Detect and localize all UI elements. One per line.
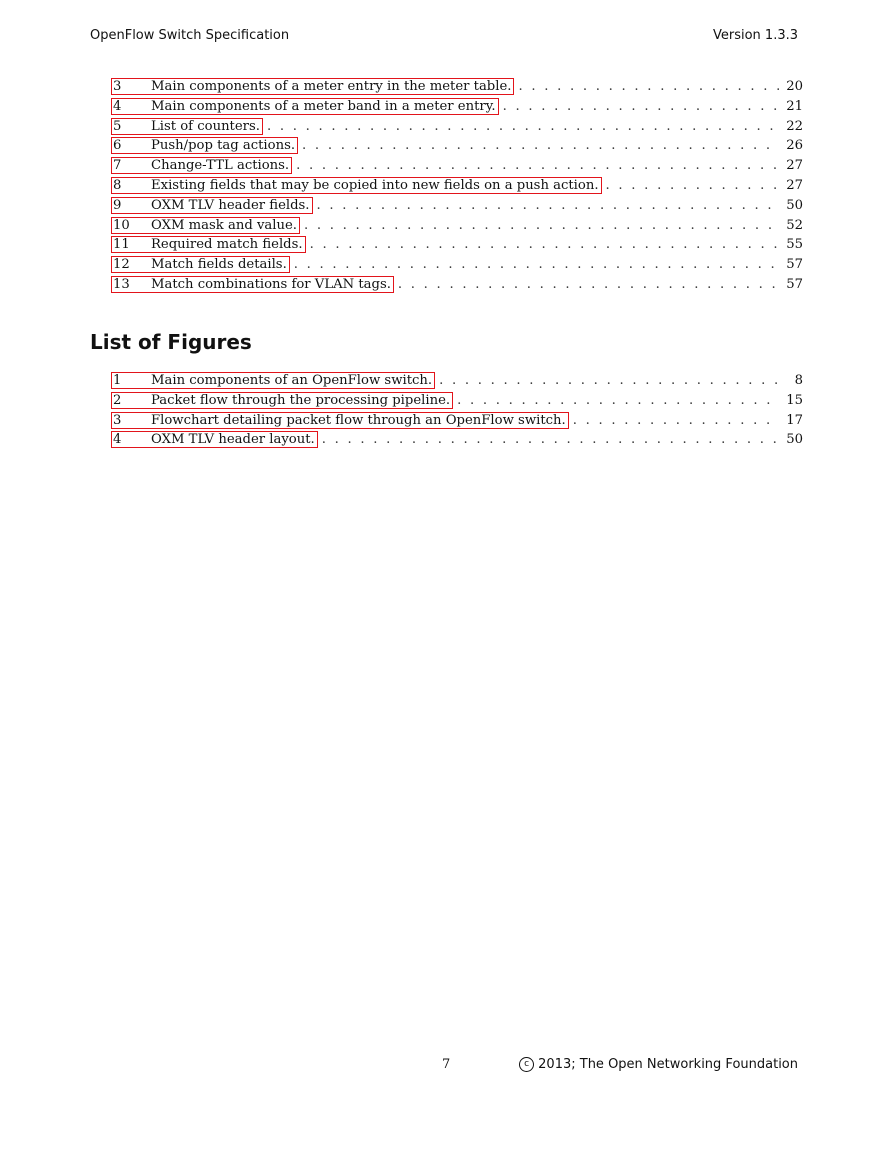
table-entry-title: OXM TLV header fields.: [151, 197, 310, 213]
dot-leader: [518, 79, 779, 94]
dot-leader: [304, 218, 779, 233]
table-entry-link[interactable]: [111, 118, 263, 135]
figure-entry-number: 4: [113, 432, 122, 448]
table-entry-number: 7: [113, 158, 122, 174]
figure-entry: [111, 431, 803, 451]
table-entry-title: Change-TTL actions.: [151, 158, 290, 174]
figure-entry-number: 1: [113, 373, 122, 388]
table-entry-link[interactable]: [111, 177, 602, 194]
figure-entry-page: 50: [786, 432, 803, 448]
list-of-figures-heading: List of Figures: [90, 330, 252, 354]
figure-entry-link[interactable]: [111, 431, 318, 448]
dot-leader: [606, 178, 779, 193]
dot-leader: [573, 413, 779, 428]
dot-leader: [302, 138, 779, 153]
table-entry-number: 11: [113, 237, 130, 253]
dot-leader: [398, 277, 779, 292]
table-entry-number: 12: [113, 257, 130, 273]
table-entry-link[interactable]: [111, 236, 306, 253]
list-of-tables: [111, 78, 803, 296]
copyright-icon: c: [519, 1057, 534, 1072]
table-entry-number: 4: [113, 98, 122, 114]
table-entry-title: Match fields details.: [151, 257, 287, 273]
table-entry-link[interactable]: [111, 217, 300, 234]
dot-leader: [310, 237, 779, 252]
dot-leader: [322, 432, 779, 447]
table-entry-page: 27: [786, 177, 803, 193]
table-entry-number: 10: [113, 217, 130, 233]
table-entry-number: 8: [113, 177, 122, 193]
table-entry-number: 3: [113, 79, 122, 94]
table-entry: [111, 137, 803, 157]
list-of-figures: [111, 372, 803, 451]
page-header: [90, 28, 798, 43]
table-entry-title: Existing fields that may be copied into new fields on a push action.: [151, 177, 599, 193]
figure-entry-title: Packet flow through the processing pipeline.: [151, 392, 451, 408]
table-entry-number: 9: [113, 197, 122, 213]
dot-leader: [267, 119, 779, 134]
table-entry-page: 57: [786, 276, 803, 292]
table-entry-title: Required match fields.: [151, 237, 303, 253]
table-entry-number: 6: [113, 138, 122, 154]
table-entry-title: List of counters.: [151, 118, 260, 134]
figure-entry-link[interactable]: [111, 392, 453, 409]
figure-entry-page: 17: [786, 412, 803, 428]
table-entry-link[interactable]: [111, 78, 514, 95]
dot-leader: [457, 393, 779, 408]
header-document-title: OpenFlow Switch Specification: [90, 28, 290, 43]
table-entry: [111, 256, 803, 276]
table-entry-title: Main components of a meter band in a meter entry.: [151, 98, 496, 114]
table-entry: [111, 98, 803, 118]
table-entry-page: 21: [786, 98, 803, 114]
figure-entry-number: 3: [113, 412, 122, 428]
table-entry-link[interactable]: [111, 137, 298, 154]
table-entry-title: OXM mask and value.: [151, 217, 297, 233]
table-entry-page: 22: [786, 118, 803, 134]
figure-entry-title: Flowchart detailing packet flow through an OpenFlow switch.: [151, 412, 566, 428]
dot-leader: [317, 198, 780, 213]
table-entry-link[interactable]: [111, 98, 499, 115]
table-entry-page: 27: [786, 158, 803, 174]
table-entry: [111, 197, 803, 217]
table-entry-number: 13: [113, 276, 130, 292]
table-entry-page: 26: [786, 138, 803, 154]
figure-entry-link[interactable]: [111, 412, 569, 429]
table-entry-number: 5: [113, 118, 122, 134]
table-entry-link[interactable]: [111, 197, 313, 214]
figure-entry-title: Main components of an OpenFlow switch.: [151, 373, 433, 388]
dot-leader: [503, 99, 779, 114]
table-entry: [111, 276, 803, 296]
header-version: Version 1.3.3: [712, 28, 798, 43]
figure-entry-page: 8: [794, 373, 803, 388]
table-entry-page: 20: [786, 79, 803, 94]
dot-leader: [294, 257, 779, 272]
table-entry: [111, 78, 803, 98]
table-entry-title: Match combinations for VLAN tags.: [151, 276, 391, 292]
footer-copyright: [519, 1057, 798, 1072]
table-entry-title: Main components of a meter entry in the meter table.: [151, 79, 512, 94]
table-entry-link[interactable]: [111, 256, 290, 273]
table-entry: [111, 118, 803, 138]
figure-entry-page: 15: [786, 392, 803, 408]
table-entry: [111, 177, 803, 197]
footer-page-number: 7: [442, 1057, 451, 1072]
table-entry: [111, 236, 803, 256]
footer-copyright-text: 2013; The Open Networking Foundation: [538, 1057, 798, 1072]
table-entry: [111, 157, 803, 177]
figure-entry: [111, 392, 803, 412]
figure-entry: [111, 412, 803, 432]
table-entry: [111, 217, 803, 237]
figure-entry-number: 2: [113, 392, 122, 408]
figure-entry-link[interactable]: [111, 372, 435, 389]
dot-leader: [296, 158, 779, 173]
table-entry-link[interactable]: [111, 276, 394, 293]
figure-entry: [111, 372, 803, 392]
dot-leader: [439, 373, 779, 388]
table-entry-link[interactable]: [111, 157, 292, 174]
table-entry-page: 57: [786, 257, 803, 273]
figure-entry-title: OXM TLV header layout.: [151, 432, 315, 448]
table-entry-title: Push/pop tag actions.: [151, 138, 296, 154]
table-entry-page: 55: [786, 237, 803, 253]
table-entry-page: 50: [786, 197, 803, 213]
table-entry-page: 52: [786, 217, 803, 233]
